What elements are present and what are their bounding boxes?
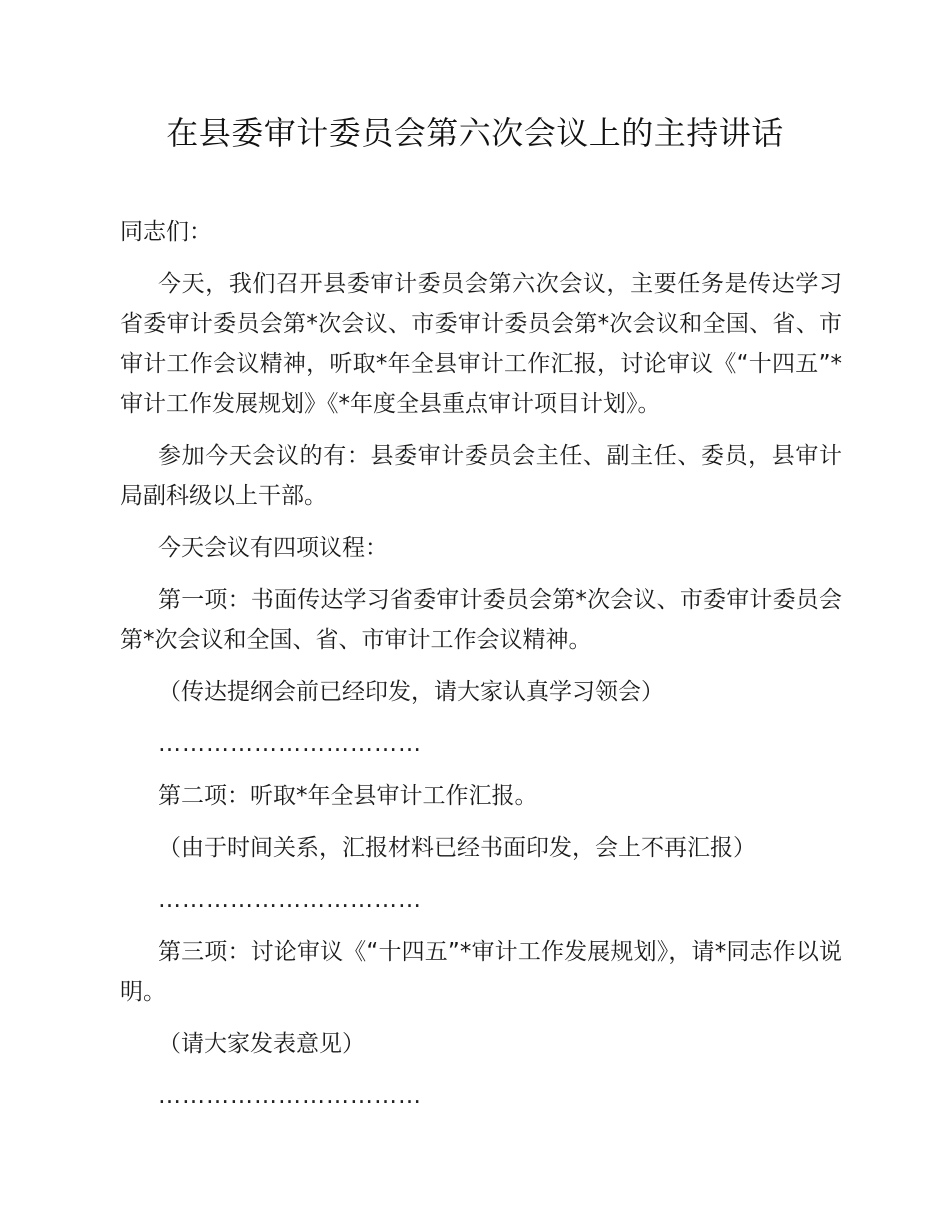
document-body bbox=[120, 212, 842, 1128]
agenda-item-1: 第一项：书面传达学习省委审计委员会第*次会议、市委审计委员会第*次会议和全国、省、市审计工作会议精神。 bbox=[120, 587, 842, 653]
paragraph-opening: 今天，我们召开县委审计委员会第六次会议，主要任务是传达学习省委审计委员会第*次会议、市委审计委员会第*次会议和全国、省、市审计工作会议精神，听取*年全县审计工作汇报，讨论审议《“十四五”*审计工作发展规划》《*年度全县重点审计项目计划》。 bbox=[120, 271, 842, 417]
ellipsis-separator: …………………………… bbox=[158, 1083, 422, 1109]
agenda-item-1-note: （传达提纲会前已经印发，请大家认真学习领会） bbox=[158, 679, 664, 705]
agenda-item-2-note: （由于时间关系，汇报材料已经书面印发，会上不再汇报） bbox=[158, 835, 756, 861]
document-title: 在县委审计委员会第六次会议上的主持讲话 bbox=[166, 114, 784, 152]
ellipsis-separator: …………………………… bbox=[158, 731, 422, 757]
paragraph-agenda-intro: 今天会议有四项议程： bbox=[158, 535, 388, 561]
salutation: 同志们： bbox=[120, 219, 212, 245]
paragraph-attendees: 参加今天会议的有：县委审计委员会主任、副主任、委员，县审计局副科级以上干部。 bbox=[120, 443, 842, 509]
agenda-item-2: 第二项：听取*年全县审计工作汇报。 bbox=[158, 783, 538, 809]
agenda-item-3: 第三项：讨论审议《“十四五”*审计工作发展规划》，请*同志作以说明。 bbox=[120, 939, 842, 1005]
agenda-item-3-note: （请大家发表意见） bbox=[158, 1031, 365, 1057]
ellipsis-separator: …………………………… bbox=[158, 887, 422, 913]
